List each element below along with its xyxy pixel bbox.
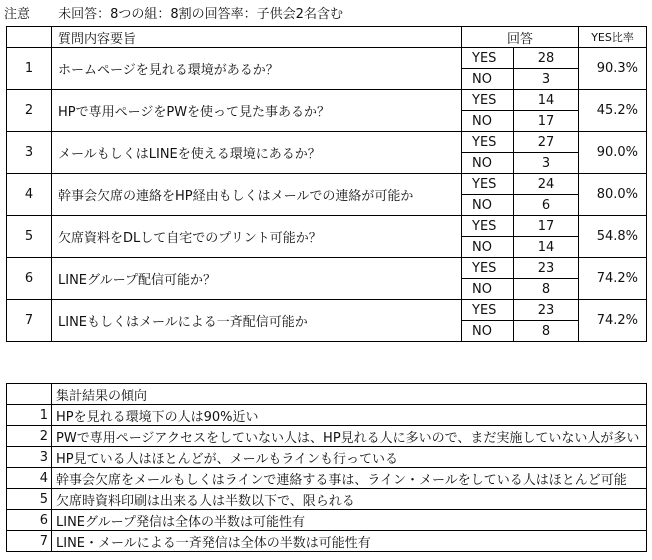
question-number: 1 [7,48,52,90]
yes-count: 17 [514,216,579,237]
survey-row-yes [7,216,647,237]
question-number: 4 [7,174,52,216]
yes-ratio: 74.2% [579,258,647,300]
yes-count: 14 [514,90,579,111]
question-number: 3 [7,132,52,174]
trend-text: PWで専用ページアクセスをしていない人は、HP見れる人に多いので、まだ実施していない人が多い [52,426,647,447]
trend-number: 6 [7,510,52,531]
yes-count: 24 [514,174,579,195]
yes-ratio: 74.2% [579,300,647,342]
yes-label: YES [462,258,514,279]
survey-row-yes [7,174,647,195]
question-number: 6 [7,258,52,300]
trend-row [7,447,647,468]
survey-row-yes [7,132,647,153]
yes-label: YES [462,90,514,111]
trend-number: 4 [7,468,52,489]
question-text: メールもしくはLINEを使える環境にあるか？ [52,132,462,174]
yes-ratio: 80.0% [579,174,647,216]
no-count: 14 [514,237,579,258]
trend-row [7,510,647,531]
survey-row-yes [7,90,647,111]
note-label: 注意 [4,7,31,22]
no-label: NO [462,279,514,300]
yes-label: YES [462,216,514,237]
question-number: 5 [7,216,52,258]
no-label: NO [462,195,514,216]
trend-number: 2 [7,426,52,447]
yes-label: YES [462,300,514,321]
trend-number: 5 [7,489,52,510]
trend-text: LINEグループ発信は全体の半数は可能性有 [52,510,647,531]
question-text: ホームページを見れる環境があるか？ [52,48,462,90]
trend-text: LINE・メールによる一斉発信は全体の半数は可能性有 [52,531,647,552]
question-text: HPで専用ページをPWを使って見た事あるか？ [52,90,462,132]
yes-ratio: 90.3% [579,48,647,90]
trend-header: 集計結果の傾向 [52,384,647,405]
yes-count: 28 [514,48,579,69]
trend-text: 欠席時資料印刷は出来る人は半数以下で、限られる [52,489,647,510]
no-count: 3 [514,153,579,174]
header-question: 質問内容要旨 [52,27,462,48]
no-label: NO [462,321,514,342]
trend-table [6,383,647,552]
trend-row [7,468,647,489]
no-count: 8 [514,279,579,300]
no-count: 3 [514,69,579,90]
survey-header-row [7,27,647,48]
survey-table [6,26,647,342]
no-count: 8 [514,321,579,342]
question-number: 2 [7,90,52,132]
survey-row-yes [7,48,647,69]
no-label: NO [462,237,514,258]
yes-label: YES [462,174,514,195]
trend-text: HPを見れる環境下の人は90%近い [52,405,647,426]
no-label: NO [462,69,514,90]
trend-number: 3 [7,447,52,468]
header-num-cell [7,27,52,48]
trend-header-row [7,384,647,405]
no-count: 17 [514,111,579,132]
no-label: NO [462,111,514,132]
yes-count: 23 [514,258,579,279]
yes-count: 23 [514,300,579,321]
trend-text: HP見ている人はほとんどが、メールもラインも行っている [52,447,647,468]
question-number: 7 [7,300,52,342]
trend-number: 7 [7,531,52,552]
trend-row [7,426,647,447]
trend-text: 幹事会欠席をメールもしくはラインで連絡する事は、ライン・メールをしている人はほとんど可能 [52,468,647,489]
yes-label: YES [462,132,514,153]
question-text: 幹事会欠席の連絡をHP経由もしくはメールでの連絡が可能か [52,174,462,216]
trend-row [7,531,647,552]
header-answer: 回答 [462,27,579,48]
no-label: NO [462,153,514,174]
survey-row-yes [7,258,647,279]
trend-row [7,405,647,426]
note-row [4,6,343,24]
trend-header-num-cell [7,384,52,405]
yes-ratio: 54.8% [579,216,647,258]
trend-row [7,489,647,510]
survey-row-yes [7,300,647,321]
no-count: 6 [514,195,579,216]
question-text: 欠席資料をDLして自宅でのプリント可能か？ [52,216,462,258]
header-ratio: YES比率 [579,27,647,48]
yes-count: 27 [514,132,579,153]
trend-number: 1 [7,405,52,426]
note-text: 未回答：8つの組：8割の回答率：子供会2名含む [58,7,343,22]
question-text: LINEグループ配信可能か？ [52,258,462,300]
yes-ratio: 90.0% [579,132,647,174]
question-text: LINEもしくはメールによる一斉配信可能か [52,300,462,342]
yes-ratio: 45.2% [579,90,647,132]
yes-label: YES [462,48,514,69]
